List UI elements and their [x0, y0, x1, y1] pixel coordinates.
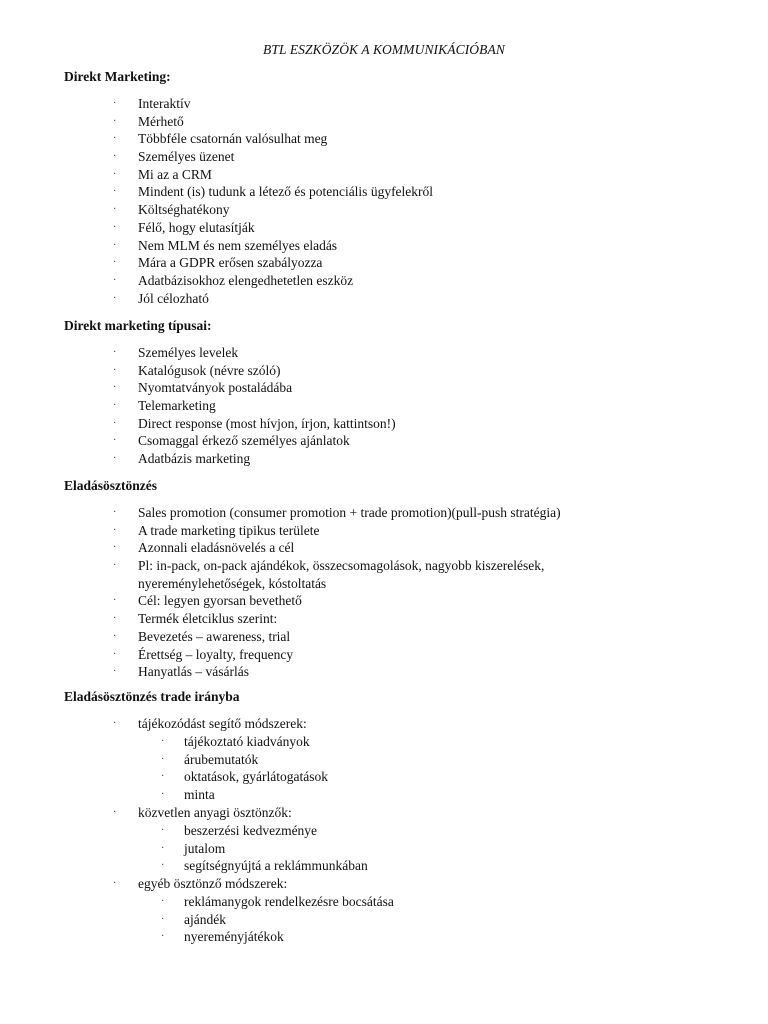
bullet-icon: · — [161, 913, 165, 925]
bullet-icon: · — [113, 274, 117, 286]
bullet-icon: · — [113, 115, 117, 127]
bullet-icon: · — [113, 347, 117, 358]
bullet-icon: · — [113, 542, 117, 554]
bullet-icon: · — [161, 896, 165, 907]
bullet-icon: · — [161, 825, 165, 836]
bullet-icon: · — [161, 753, 165, 765]
bullet-icon: · — [113, 878, 117, 889]
bullet-icon: · — [113, 204, 117, 216]
bullet-icon: · — [113, 151, 117, 163]
bullet-icon: · — [113, 98, 117, 109]
bullet-icon: · — [113, 257, 117, 269]
document-title: BTL ESZKÖZÖK A KOMMUNIKÁCIÓBAN — [263, 42, 505, 57]
bullet-icon: · — [113, 595, 117, 607]
bullet-icon: · — [161, 931, 165, 943]
bullet-icon: · — [113, 807, 117, 818]
section-heading-eladasosztonzes-trade: Eladásösztönzés trade irányba — [64, 689, 240, 704]
bullet-icon: · — [113, 168, 117, 180]
bullet-icon: · — [113, 364, 117, 376]
section-heading-direkt-marketing: Direkt Marketing: — [64, 69, 171, 84]
bullet-icon: · — [113, 666, 117, 678]
bullet-icon: · — [113, 417, 117, 429]
bullet-icon: · — [113, 630, 117, 642]
bullet-icon: · — [161, 860, 165, 872]
bullet-icon: · — [113, 133, 117, 145]
bullet-icon: · — [113, 292, 117, 304]
bullet-icon: · — [113, 186, 117, 198]
bullet-icon: · — [161, 842, 165, 854]
bullet-icon: · — [113, 560, 117, 572]
section-heading-eladasosztonzes: Eladásösztönzés — [64, 478, 158, 493]
bullet-icon: · — [113, 239, 117, 251]
bullet-icon: · — [113, 453, 117, 465]
bullet-icon: · — [113, 718, 117, 729]
bullet-icon: · — [161, 771, 165, 783]
bullet-icon: · — [113, 400, 117, 412]
bullet-icon: · — [113, 613, 117, 625]
bullet-icon: · — [113, 524, 117, 536]
section-heading-direkt-marketing-tipusai: Direkt marketing típusai: — [64, 318, 212, 333]
bullet-icon: · — [113, 507, 117, 518]
bullet-icon: · — [113, 221, 117, 233]
bullet-icon: · — [161, 789, 165, 801]
document-page: BTL ESZKÖZÖK A KOMMUNIKÁCIÓBAN Direkt Marketing: · Interaktív · Mérhető · Többféle csatornán valósulhat meg · Személyes üzenet · Mi az a CRM · Mindent (is) tudunk a létező és potenciális ügyfelekről · Költséghatékony · Félő, hogy elutasítják · Nem MLM és nem személyes eladás · Mára a GDPR erősen szabályozza · Adatbázisokhoz elengedhetetlen eszköz · Jól célozható Direkt marketing típusai: · Személyes levelek · Katalógusok (névre szóló) · Nyomtatványok postaládába · Telemarketing · Direct response (most hívjon, írjon, kattintson!) · Csomaggal érkező személyes ajánlatok · Adatbázis marketing Eladásösztönzés · Sales promotion (consumer promotion + trade promotion)(pull-push stratégia) · A trade marketing tipikus területe · Azonnali eladásnövelés a cél · Pl: in-pack, on-pack ajándékok, összecsomagolások, nagyobb kiszerelések, nyereménylehetőségek, kóstoltatás · Cél: legyen gyorsan bevethető · Termék életciklus szerint: · Bevezetés – awareness, trial · Érettség – loyalty, frequency · Hanyatlás – vásárlás Eladásösztönzés trade irányba · tájékozódást segítő módszerek: · tájékoztató kiadványok · árubemutatók · oktatások, gyárlátogatások · minta · közvetlen anyagi ösztönzők: · beszerzési kedvezménye · jutalom · segítségnyújtá a reklámmunkában · egyéb ösztönző módszerek: · reklámanygok rendelkezésre bocsátása · ajándék · nyereményjátékok — [0, 0, 768, 1024]
bullet-icon: · — [161, 736, 165, 747]
bullet-icon: · — [113, 382, 117, 394]
bullet-icon: · — [113, 648, 117, 660]
bullet-icon: · — [113, 435, 117, 447]
